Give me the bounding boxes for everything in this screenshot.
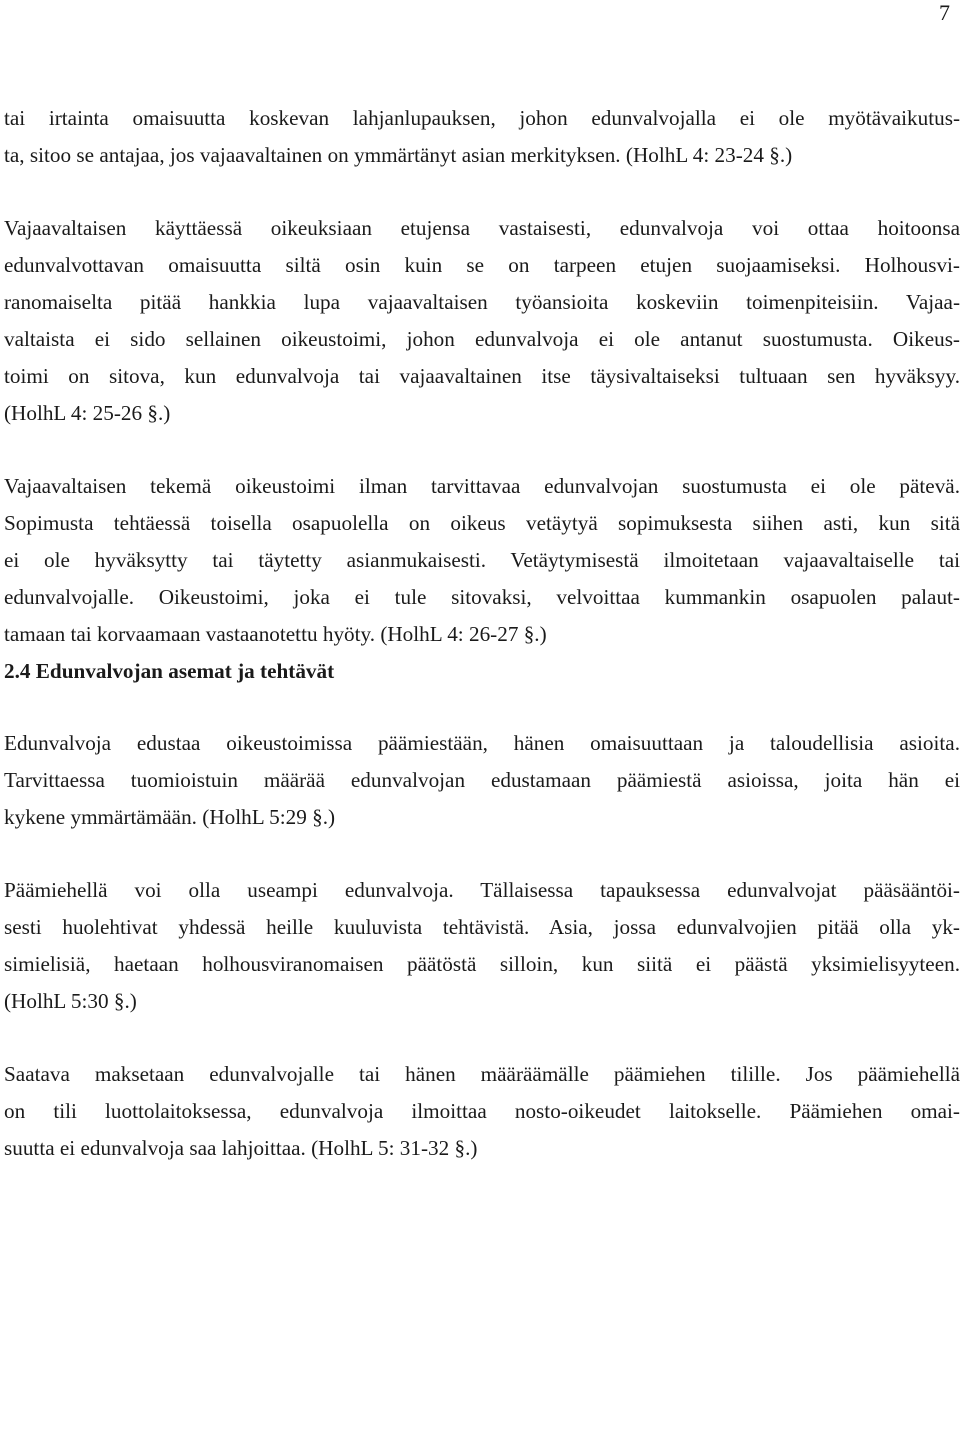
text-line: valtaista ei sido sellainen oikeustoimi, johon edunvalvoja ei ole antanut suostumusta. Oikeus- [4, 327, 960, 351]
paragraph-invalid-act [4, 468, 960, 653]
text-line: Päämiehellä voi olla useampi edunvalvoja. Tällaisessa tapauksessa edunvalvojat pääsääntöi- [4, 878, 960, 902]
text-line: (HolhL 5:30 §.) [4, 989, 137, 1013]
text-line: tai irtainta omaisuutta koskevan lahjanlupauksen, johon edunvalvojalla ei ole myötävaikutus- [4, 106, 960, 130]
text-line: toimi on sitova, kun edunvalvoja tai vajaavaltainen itse täysivaltaiseksi tultuaan sen hyväksyy. [4, 364, 960, 388]
text-line: sesti huolehtivat yhdessä heille kuuluvista tehtävistä. Asia, jossa edunvalvojien pitää olla yk- [4, 915, 960, 939]
text-line: edunvalvojalle. Oikeustoimi, joka ei tule sitovaksi, velvoittaa kummankin osapuolen palaut- [4, 585, 960, 609]
text-line: kykene ymmärtämään. (HolhL 5:29 §.) [4, 805, 336, 829]
text-line: Saatava maksetaan edunvalvojalle tai hänen määräämälle päämiehen tilille. Jos päämiehellä [4, 1062, 960, 1086]
paragraph-representation [4, 725, 960, 836]
paragraph-multiple-guardians [4, 872, 960, 1020]
page-number: 7 [939, 0, 950, 25]
text-line: ei ole hyväksytty tai täytetty asianmukaisesti. Vetäytymisestä ilmoitetaan vajaavaltaiselle tai [4, 548, 960, 572]
text-line: Vajaavaltaisen tekemä oikeustoimi ilman tarvittavaa edunvalvojan suostumusta ei ole pätevä. [4, 474, 960, 498]
section-heading: 2.4 Edunvalvojan asemat ja tehtävät [4, 659, 335, 683]
text-line: ta, sitoo se antajaa, jos vajaavaltainen on ymmärtänyt asian merkityksen. (HolhL 4: 23-24 §.) [4, 143, 793, 167]
text-line: tamaan tai korvaamaan vastaanotettu hyöty. (HolhL 4: 26-27 §.) [4, 622, 547, 646]
text-line: (HolhL 4: 25-26 §.) [4, 401, 171, 425]
text-line: ranomaiselta pitää hankkia lupa vajaavaltaisen työansioita koskeviin toimenpiteisiin. Vajaa- [4, 290, 960, 314]
text-line: edunvalvottavan omaisuutta siltä osin kuin se on tarpeen etujen suojaamiseksi. Holhousvi- [4, 253, 960, 277]
text-line: suutta ei edunvalvoja saa lahjoittaa. (HolhL 5: 31-32 §.) [4, 1136, 478, 1160]
text-line: Vajaavaltaisen käyttäessä oikeuksiaan etujensa vastaisesti, edunvalvoja voi ottaa hoitoonsa [4, 216, 960, 240]
text-line: Tarvittaessa tuomioistuin määrää edunvalvojan edustamaan päämiestä asioissa, joita hän ei [4, 768, 960, 792]
text-line: Edunvalvoja edustaa oikeustoimissa päämiestään, hänen omaisuuttaan ja taloudellisia asioita. [4, 731, 960, 755]
text-line: Sopimusta tehtäessä toisella osapuolella on oikeus vetäytyä sopimuksesta siihen asti, kun sitä [4, 511, 960, 535]
document-body [4, 100, 960, 1167]
paragraph-guardian-custody [4, 210, 960, 432]
text-line: on tili luottolaitoksessa, edunvalvoja ilmoittaa nosto-oikeudet laitokselle. Päämiehen omai- [4, 1099, 960, 1123]
paragraph-gift-promise [4, 100, 960, 174]
text-line: simielisiä, haetaan holhousviranomaisen päätöstä silloin, kun siitä ei päästä yksimielisyyteen. [4, 952, 960, 976]
paragraph-receivables [4, 1056, 960, 1167]
